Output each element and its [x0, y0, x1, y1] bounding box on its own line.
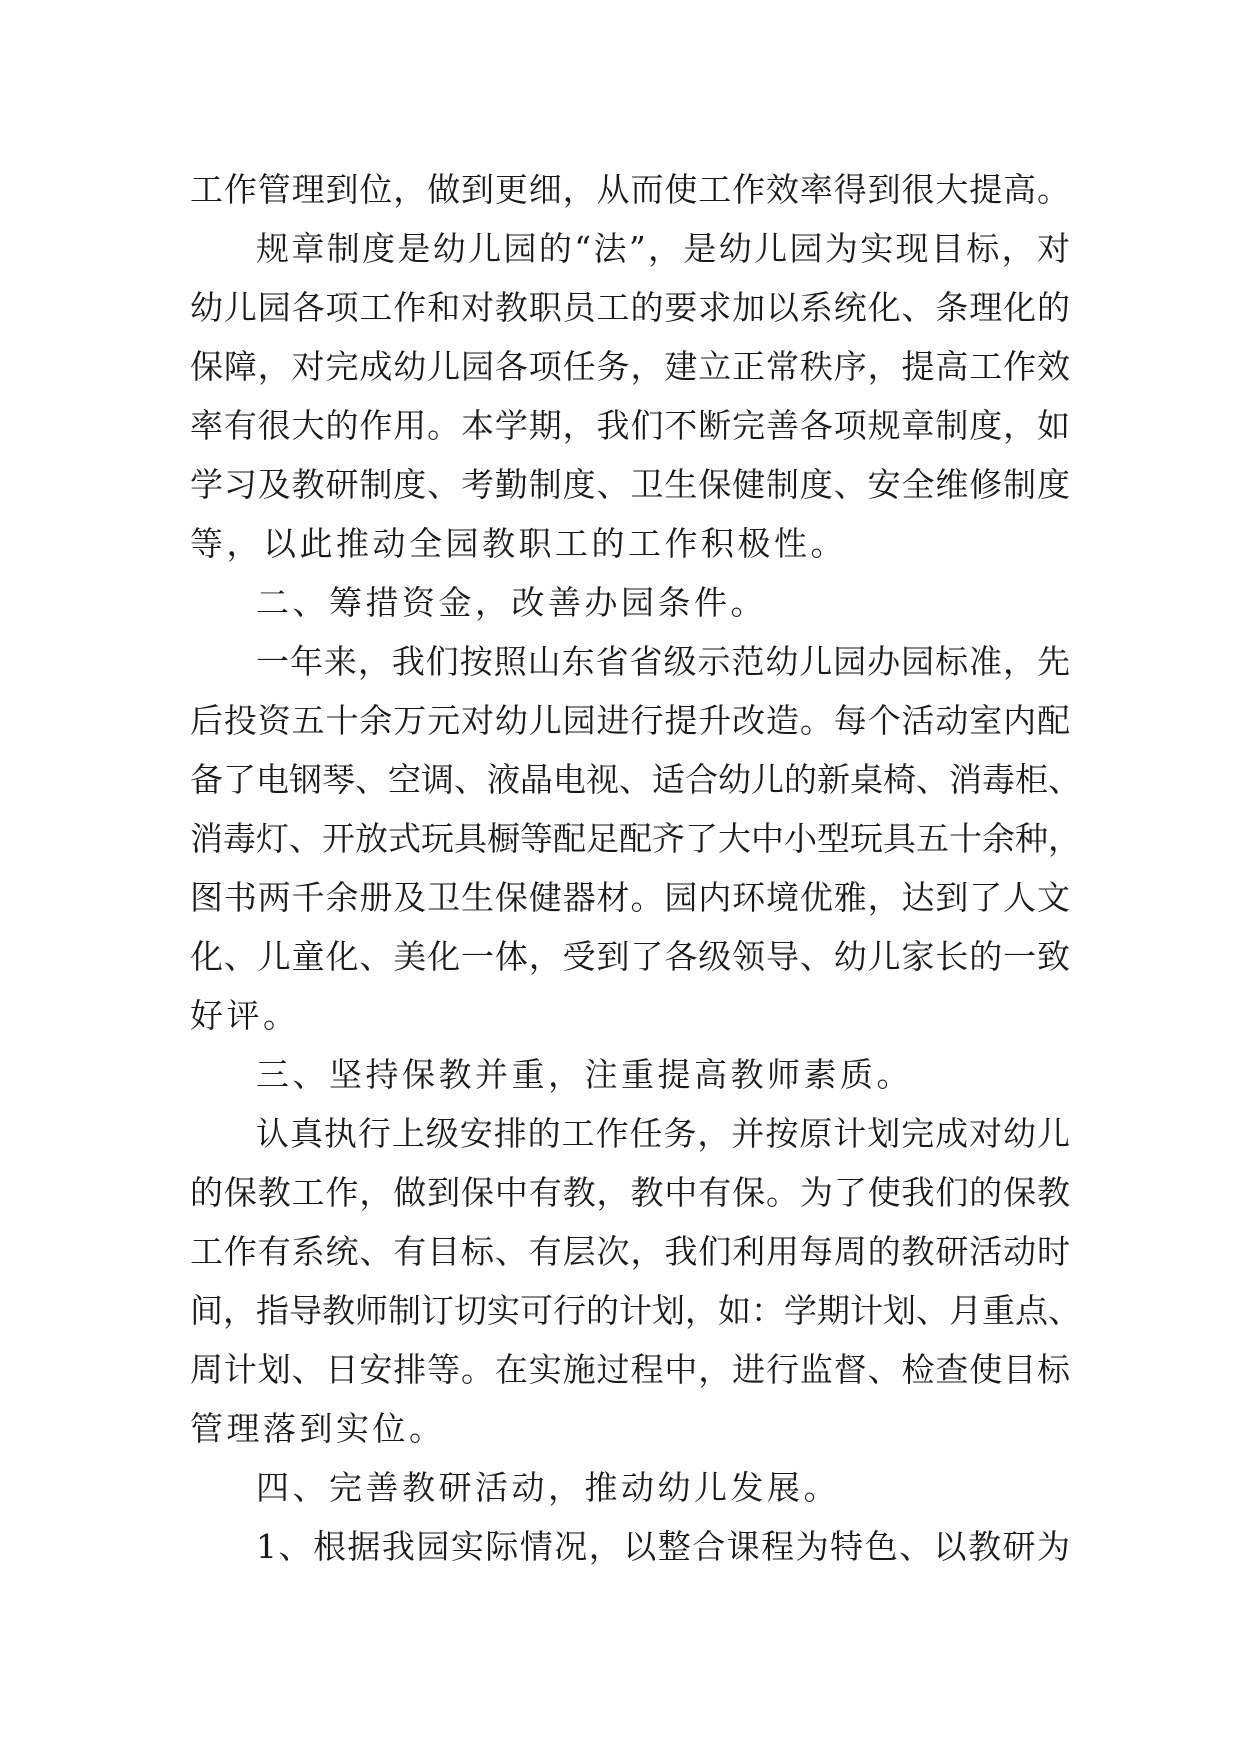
text-line: 学习及教研制度、考勤制度、卫生保健制度、安全维修制度	[190, 465, 1070, 504]
text-line: 率有很大的作用。本学期，我们不断完善各项规章制度，如	[190, 406, 1070, 445]
text-line: 工作有系统、有目标、有层次，我们利用每周的教研活动时	[190, 1232, 1070, 1271]
text-line: 工作管理到位，做到更细，从而使工作效率得到很大提高。	[190, 170, 1070, 209]
text-line: 三、坚持保教并重，注重提高教师素质。	[256, 1055, 913, 1094]
text-line: 化、儿童化、美化一体，受到了各级领导、幼儿家长的一致	[190, 937, 1070, 976]
text-line: 一年来，我们按照山东省省级示范幼儿园办园标准，先	[256, 642, 1070, 681]
text-line: 幼儿园各项工作和对教职员工的要求加以系统化、条理化的	[190, 288, 1070, 327]
text-line: 备了电钢琴、空调、液晶电视、适合幼儿的新桌椅、消毒柜、	[190, 760, 1081, 799]
text-line: 认真执行上级安排的工作任务，并按原计划完成对幼儿	[256, 1114, 1070, 1153]
text-line: 二、筹措资金，改善办园条件。	[256, 583, 767, 622]
text-line: 规章制度是幼儿园的“法”，是幼儿园为实现目标，对	[256, 229, 1070, 268]
text-line: 保障，对完成幼儿园各项任务，建立正常秩序，提高工作效	[190, 347, 1070, 386]
text-line: 间，指导教师制订切实可行的计划，如：学期计划、月重点、	[190, 1291, 1081, 1330]
text-line: 消毒灯、开放式玩具橱等配足配齐了大中小型玩具五十余种，	[190, 819, 1081, 858]
text-line: 等，以此推动全园教职工的工作积极性。	[190, 524, 847, 563]
text-line: 四、完善教研活动，推动幼儿发展。	[256, 1468, 840, 1507]
text-line: 后投资五十余万元对幼儿园进行提升改造。每个活动室内配	[190, 701, 1070, 740]
text-line: 图书两千余册及卫生保健器材。园内环境优雅，达到了人文	[190, 878, 1070, 917]
text-line: 管理落到实位。	[190, 1409, 446, 1448]
text-line: 1、根据我园实际情况，以整合课程为特色、以教研为	[256, 1527, 1070, 1566]
text-line: 的保教工作，做到保中有教，教中有保。为了使我们的保教	[190, 1173, 1070, 1212]
document-body	[190, 160, 1081, 1576]
text-line: 好评。	[190, 996, 300, 1035]
text-line: 周计划、日安排等。在实施过程中，进行监督、检查使目标	[190, 1350, 1070, 1389]
